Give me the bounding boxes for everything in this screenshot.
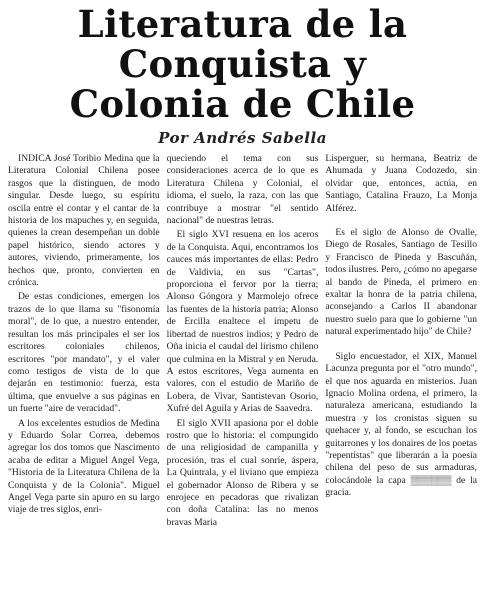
paragraph: Siglo encuestador, el XIX, Manuel Lacunza pregunta por el "otro mundo", el que nos aguarda en misterios. Juan Ignacio Molina ordena, el primero, la naturaleza americana, estudiando la muestra y los cronistas siguen su quehacer y, al fondo, se escuchan los guitarrones y los donaires de los poetas "repentistas" que liberarán a la poesía chilena del peso de sus armaduras, colocándole la capa ▒▒▒▒▒▒ de la gracia. <box>325 350 478 499</box>
paragraph: INDICA José Toribio Medina que la Literatura Colonial Chilena posee rasgos que la distinguen, de modo singular. Desde luego, su espíritu oscila entre el contar y el cantar de la historia de los mapuches y, en seguida, quienes la crean desempeñan un doble papel histórico, siendo actores y autores, viviendo, primeramente, los hechos que, pronto, convierten en crónica. <box>8 153 160 289</box>
title-line-3: Colonia de Chile <box>69 82 416 126</box>
column-1 <box>8 153 160 529</box>
paragraph: De estas condiciones, emergen los trazos de lo que llama su "fisonomía moral", de lo que, a nuestro entender, resultan los más principales el ser los escritores coloniales chilenos, escritores "por mandato", y el valer como testigos de vista de lo que dejarán en testimonio: fuerza, esta última, que envuelve a sus páginas en un fuerte "aire de veracidad". <box>8 291 160 415</box>
paragraph: Lisperguer, su hermana, Beatriz de Ahumada y Juana Codozedo, sin olvidar que, entonces, actúa, en Santiago, Catalina Frauzo, La Monja Alférez. <box>325 153 478 214</box>
column-3 <box>325 153 477 529</box>
article-body <box>8 153 477 529</box>
title-line-2: Conquista y <box>118 42 367 86</box>
title-line-1: Literatura de la <box>77 2 408 46</box>
article-title <box>8 4 477 124</box>
paragraph: queciendo el tema con sus consideraciones acerca de lo que es Literatura Chilena y Colonial, el idioma, el suelo, la raza, con las que contribuye a mostrar "el sentido nacional" de nuestras letras. <box>166 153 319 227</box>
paragraph: El siglo XVII apasiona por el doble rostro que lo historia: el compungido de una religiosidad de campanilla y procesión, tras el cual sonríe, áspera, La Quintrala, y el liviano que empieza el gobernador Alonso de Ribera y se enrojece en pecadoras que rivalizan con doña Catalina: las no menos bravas María <box>166 417 319 528</box>
byline: Por Andrés Sabella <box>158 129 327 147</box>
paragraph: A los excelentes estudios de Medina y Eduardo Solar Correa, debemos agregar los dos tomos que Nascimento acaba de editar a Miguel Angel Vega, "Historia de la Literatura Chilena de la Conquista y de la Colonia". Miguel Angel Vega parte sin apuro en su largo viaje de tres siglos, enri- <box>8 417 160 516</box>
paragraph: El siglo XVI resuena en los aceros de la Conquista. Aquí, encontramos los cauces más importantes de ellas: Pedro de Valdivia, en sus "Cartas", proporciona el fervor por la tierra; Alonso Góngora y Marmolejo ofrece las fuentes de la historia patria; Alonso de Ercilla enaltece el ímpetu de libertad de nuestros indios; y Pedro de Oña inicia el caudal del lirismo chileno que culmina en la Mistral y en Neruda. A estos escritores, Vega aumenta en valores, con el estudio de Mariño de Lobera, de Vivar, Santistevan Osorio, Xufré del Aguila y Arias de Saavedra. <box>166 229 319 415</box>
article-header <box>8 4 477 147</box>
paragraph: Es el siglo de Alonso de Ovalle, Diego de Rosales, Santiago de Tesillo y Francisco de Pineda y Bascuñán, todos ilustres. Pero, ¿cómo no apegarse al bando de Pineda, el primero en exaltar la honra de la patria chilena, aconsejando a Carlos II abandonar nuestro suelo para que lo gobierne "un natural experimentado hijo" de Chile? <box>325 227 478 338</box>
column-2 <box>167 153 319 529</box>
